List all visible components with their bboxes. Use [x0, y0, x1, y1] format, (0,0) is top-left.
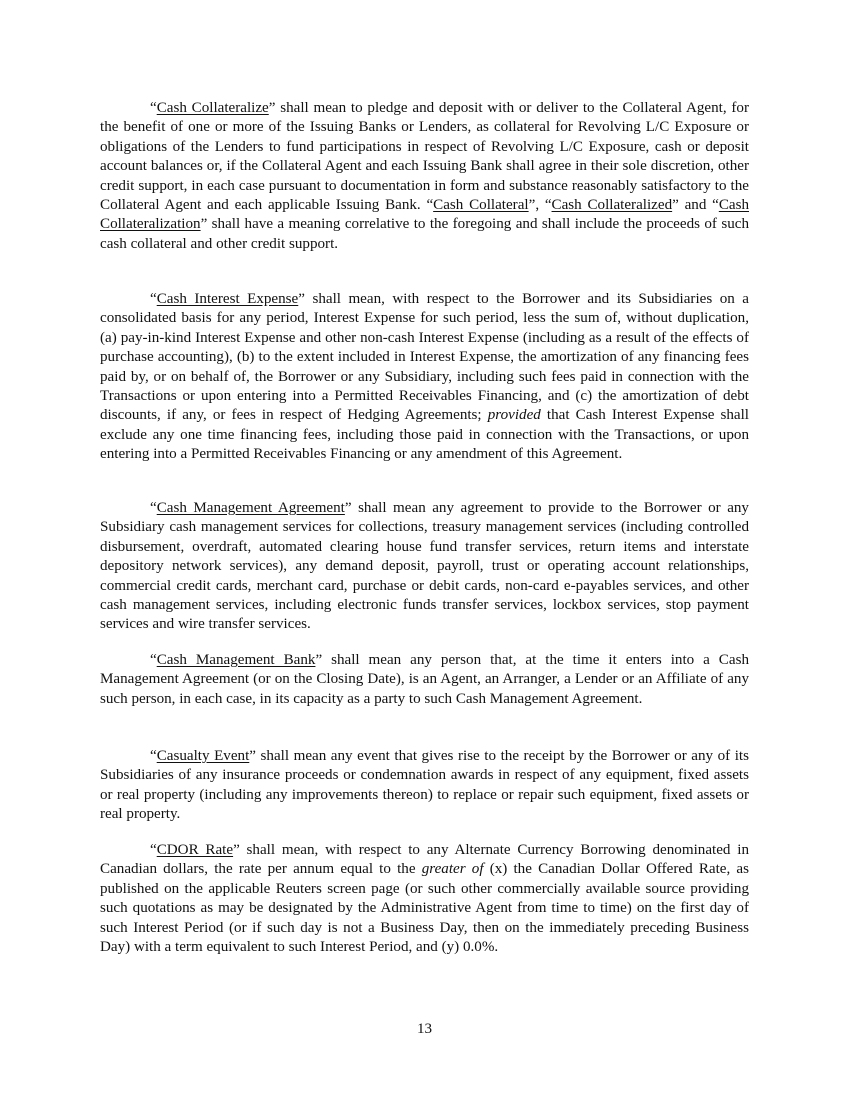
- defined-term: Cash Collateralization: [100, 197, 749, 233]
- definition-text: shall have a meaning correlative to the foregoing and shall include the proceeds of such cash collateral and other credit support.: [100, 216, 749, 252]
- open-quote: “: [150, 100, 157, 116]
- definition-text: shall mean to pledge and deposit with or deliver to the Collateral Agent, for the benefit of one or more of the Issuing Banks or Lenders, as collateral for Revolving L/C Exposure or obligations of the Lenders to fund participations in respect of Revolving L/C Exposure, cash or deposit account balances or, if the Collateral Agent and each Issuing Bank shall agree in their sole discretion, other credit support, in each case pursuant to documentation in form and substance reasonably satisfactory to the Collateral Agent and each applicable Issuing Bank.: [100, 100, 749, 214]
- definition-casualty-event: [100, 747, 749, 825]
- defined-term: Cash Management Agreement: [156, 500, 345, 516]
- definition-cash-collateralize: [100, 99, 749, 254]
- open-quote: “: [150, 652, 157, 668]
- open-quote: “: [150, 748, 157, 764]
- open-quote: “: [544, 197, 552, 214]
- definition-cdor-rate: [100, 841, 749, 957]
- definition-text: that Cash Interest Expense shall exclude any one time financing fees, including those paid in connection with the Transactions, or upon entering into a Permitted Receivables Financing or any amendment of this Agreement.: [100, 407, 749, 463]
- term-separator: and: [678, 197, 713, 214]
- close-quote: ”: [268, 100, 276, 116]
- term-separator: ,: [535, 197, 545, 214]
- definition-text: (x) the Canadian Dollar Offered Rate, as published on the applicable Reuters screen page (or such other commercially available source providing such quotations as may be designated by the Administrative Agent from time to time) on the first day of such Interest Period (or if such day is not a Business Day, then on the immediately preceding Business Day) with a term equivalent to such Interest Period, and (y) 0.0%.: [100, 861, 750, 956]
- close-quote: ”: [344, 500, 352, 516]
- close-quote: ”: [200, 216, 208, 233]
- definition-cash-interest-expense: [100, 290, 749, 465]
- defined-term: Casualty Event: [156, 748, 250, 764]
- defined-term: Cash Collateral: [433, 197, 529, 214]
- open-quote: “: [712, 197, 719, 214]
- close-quote: ”: [528, 197, 536, 214]
- open-quote: “: [150, 500, 157, 516]
- close-quote: ”: [233, 842, 240, 858]
- close-quote: ”: [315, 652, 323, 668]
- close-quote: ”: [672, 197, 679, 214]
- definition-text: shall mean any event that gives rise to the receipt by the Borrower or any of its Subsidiaries of any insurance proceeds or condemnation awards in respect of any equipment, fixed assets or real property (including any improvements thereon) to replace or repair such equipment, fixed assets or real property.: [100, 748, 749, 823]
- defined-term: Cash Interest Expense: [156, 291, 299, 307]
- definition-cash-management-agreement: [100, 499, 749, 635]
- definition-text: shall mean, with respect to any Alternate Currency Borrowing denominated in Canadian dollars, the rate per annum equal to the: [100, 842, 749, 878]
- page-number: 13: [416, 1021, 433, 1037]
- close-quote: ”: [298, 291, 305, 307]
- defined-term: Cash Collateralize: [156, 100, 269, 116]
- definition-cash-management-bank: [100, 651, 749, 709]
- open-quote: “: [150, 291, 157, 307]
- defined-term: Cash Management Bank: [156, 652, 316, 668]
- definition-text: shall mean, with respect to the Borrower and its Subsidiaries on a consolidated basis for any period, Interest Expense for such period, less the sum of, without duplication, (a) pay-in-kind Interest Expense and other non-cash Interest Expense (including as a result of the effects of purchase accounting), (b) to the extent included in Interest Expense, the amortization of any financing fees paid by, or on behalf of, the Borrower or any Subsidiary, including such fees paid in connection with the Transactions or upon entering into a Permitted Receivables Financing, and (c) the amortization of debt discounts, if any, or fees in respect of Hedging Agreements;: [100, 291, 749, 424]
- defined-term: CDOR Rate: [156, 842, 234, 858]
- definition-text: shall mean any person that, at the time it enters into a Cash Management Agreement (or on the Closing Date), is an Agent, an Arranger, a Lender or an Affiliate of any such person, in each case, in its capacity as a party to such Cash Management Agreement.: [100, 652, 749, 707]
- definition-text: shall mean any agreement to provide to the Borrower or any Subsidiary cash management services for collections, treasury management services (including controlled disbursement, overdraft, automated clearing house fund transfer services, return items and interstate depository network services), any demand deposit, payroll, trust or operating account relationships, commercial credit cards, merchant card, purchase or debit cards, non-card e-payables services, and other cash management services, including electronic funds transfer services, lockbox services, stop payment services and wire transfer services.: [100, 500, 749, 633]
- open-quote: “: [426, 197, 434, 214]
- defined-term: Cash Collateralized: [551, 197, 673, 214]
- italic-text: provided: [487, 407, 541, 424]
- italic-text: greater of: [421, 861, 484, 878]
- close-quote: ”: [249, 748, 256, 764]
- open-quote: “: [150, 842, 157, 858]
